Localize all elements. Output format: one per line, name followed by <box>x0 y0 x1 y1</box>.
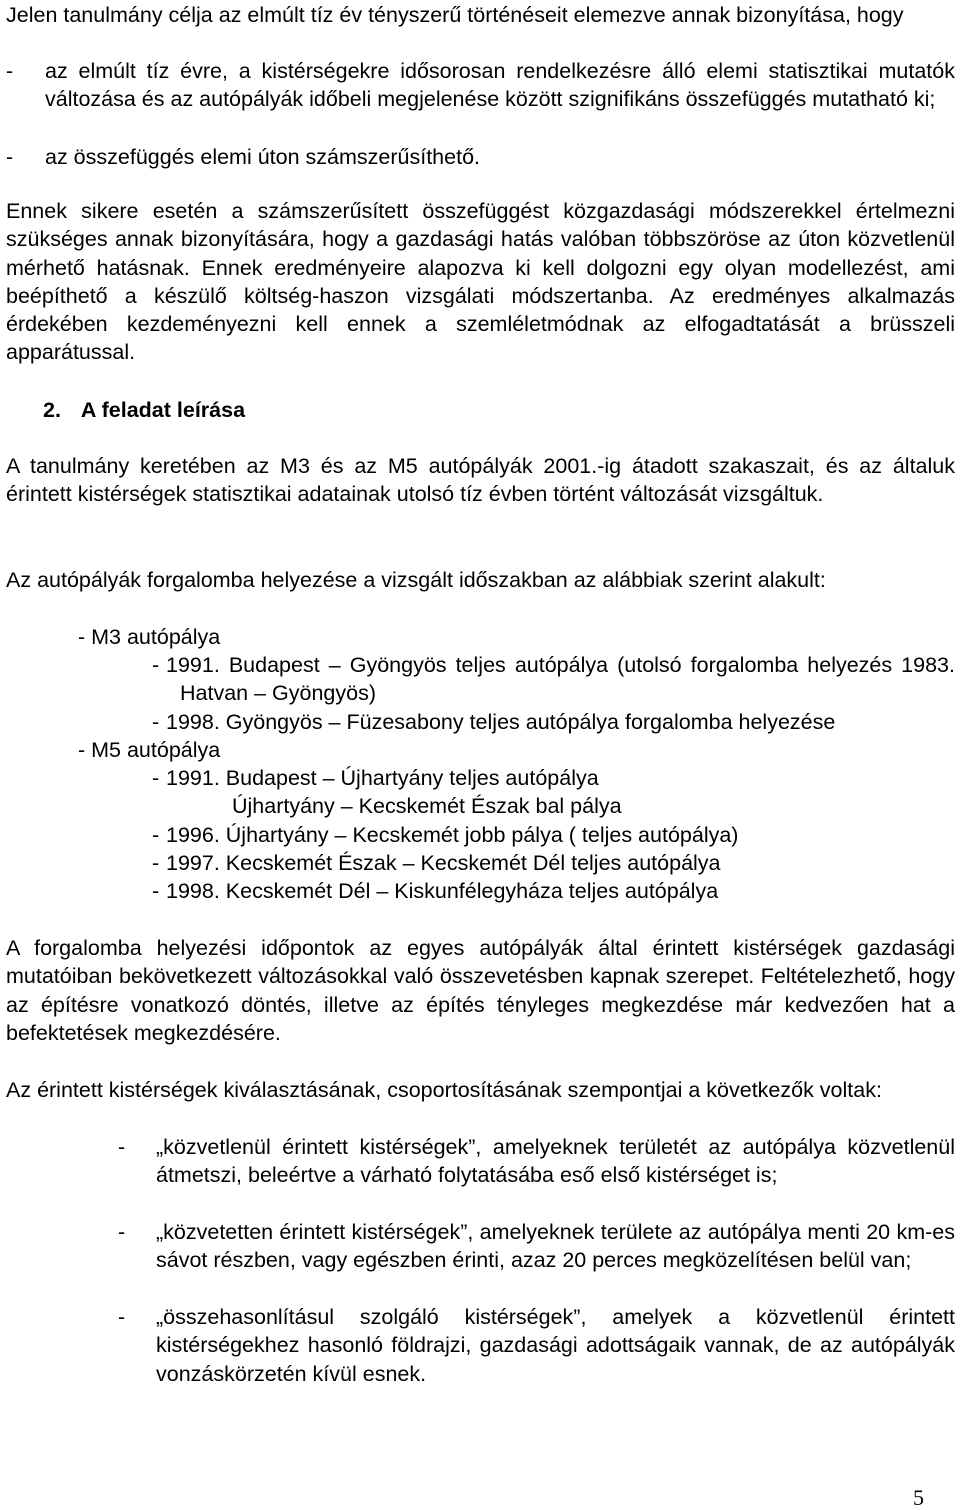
intro-bullet-2 <box>6 143 955 171</box>
page-number: 5 <box>913 1485 924 1510</box>
bullet-dash: - <box>6 59 14 83</box>
item-text-content: 1991. Budapest – Gyöngyös teljes autópálya (utolsó forgalomba helyezés 1983. Hatvan – Gyöngyös) <box>166 653 955 706</box>
paragraph-scope: A tanulmány keretében az M3 és az M5 autópályák 2001.-ig átadott szakaszait, és az általuk érintett kistérségek statisztikai adatainak utolsó tíz évben történt változását vizsgáltuk. <box>6 454 955 507</box>
intro-bullet-1 <box>6 57 955 114</box>
item-dash: - <box>152 879 160 903</box>
criteria-item <box>118 1133 955 1190</box>
item-dash: - <box>118 1135 126 1159</box>
m5-item <box>152 849 955 877</box>
bullet-dash: - <box>6 145 14 169</box>
item-dash: - <box>152 710 160 734</box>
intro-paragraph: Jelen tanulmány célja az elmúlt tíz év tényszerű történéseit elemezve annak bizonyítása, hogy <box>6 3 904 27</box>
item-dash: - <box>152 766 160 790</box>
item-text <box>166 651 955 708</box>
m5-title: - M5 autópálya <box>78 738 221 762</box>
paragraph-criteria-intro: Az érintett kistérségek kiválasztásának, csoportosításának szempontjai a következők voltak: <box>6 1078 882 1102</box>
bullet-text: az összefüggés elemi úton számszerűsíthető. <box>45 145 480 169</box>
m5-item <box>152 877 955 905</box>
m3-title: - M3 autópálya <box>78 625 221 649</box>
section-heading <box>43 396 245 424</box>
m3-item <box>152 651 955 708</box>
item-dash: - <box>152 823 160 847</box>
item-dash: - <box>152 653 160 677</box>
item-text: 1996. Újhartyány – Kecskemét jobb pálya ( teljes autópálya) <box>166 823 739 847</box>
item-text: Újhartyány – Kecskemét Észak bal pálya <box>232 794 622 818</box>
item-text: 1998. Gyöngyös – Füzesabony teljes autópálya forgalomba helyezése <box>166 710 836 734</box>
m3-item <box>152 708 955 736</box>
m5-item <box>152 821 955 849</box>
item-dash: - <box>118 1305 126 1329</box>
item-text: 1997. Kecskemét Észak – Kecskemét Dél teljes autópálya <box>166 851 721 875</box>
section-number: 2. <box>43 398 61 422</box>
bullet-text: az elmúlt tíz évre, a kistérségekre idősorosan rendelkezésre álló elemi statisztikai mutatók változása és az autópályák időbeli megjelenése között szignifikáns összefüggés mutatható ki; <box>45 59 955 112</box>
item-text: 1998. Kecskemét Dél – Kiskunfélegyháza teljes autópálya <box>166 879 719 903</box>
m5-item <box>152 764 955 792</box>
item-text: „közvetetten érintett kistérségek”, amelyeknek területe az autópálya menti 20 km-es sávot részben, vagy egészben érinti, azaz 20 perces megközelítésen belül van; <box>156 1220 955 1273</box>
item-dash: - <box>152 851 160 875</box>
item-text: 1991. Budapest – Újhartyány teljes autópálya <box>166 766 599 790</box>
criteria-item <box>118 1218 955 1275</box>
item-dash: - <box>118 1220 126 1244</box>
section-title: A feladat leírása <box>80 398 246 422</box>
item-text: „közvetlenül érintett kistérségek”, amelyeknek területét az autópálya közvetlenül átmetszi, beleértve a várható folytatásába eső első kistérséget is; <box>156 1135 955 1188</box>
paragraph-goal: Ennek sikere esetén a számszerűsített összefüggést közgazdasági módszerekkel értelmezni szükséges annak bizonyítására, hogy a gazdasági hatás valóban többszöröse az úton közvetlenül mérhető hatásnak. Ennek eredményeire alapozva ki kell dolgozni egy olyan modellezést, ami beépíthető a készülő költség-haszon vizsgálati módszertanba. Az eredményes alkalmazás érdekében kezdeményezni kell ennek a szemléletmódnak az elfogadtatását a brüsszeli apparátussal. <box>6 199 955 365</box>
m5-item <box>232 792 955 820</box>
item-text: „összehasonlításul szolgáló kistérségek”, amelyek a közvetlenül érintett kistérségekhez hasonló földrajzi, gazdasági adottságaik vannak, de az autópályák vonzáskörzetén kívül esnek. <box>156 1305 955 1386</box>
criteria-item <box>118 1303 955 1388</box>
paragraph-dates-role: A forgalomba helyezési időpontok az egyes autópályák által érintett kistérségek gazdasági mutatóiban bekövetkezett változásokkal való összevetésben kapnak szerepet. Feltételezhető, hogy az építésre vonatkozó döntés, illetve az építés tényleges megkezdése már kedvezően hat a befektetések megkezdésére. <box>6 936 955 1045</box>
paragraph-opening-dates: Az autópályák forgalomba helyezése a vizsgált időszakban az alábbiak szerint alakult: <box>6 568 826 592</box>
